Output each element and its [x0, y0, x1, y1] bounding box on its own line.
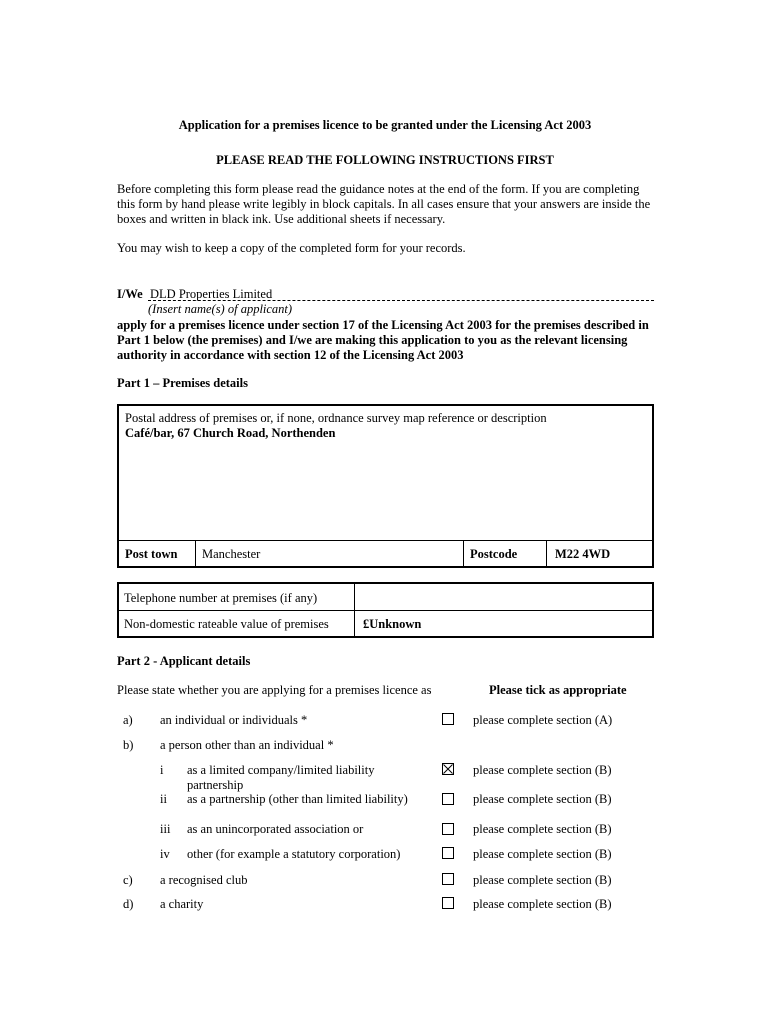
option-statutory-label: other (for example a statutory corporation) [187, 847, 401, 861]
option-charity-label: a charity [160, 897, 204, 911]
post-town-label: Post town [125, 547, 178, 561]
divider [195, 540, 196, 567]
premises-address-value: Café/bar, 67 Church Road, Northenden [125, 426, 336, 440]
option-limited-company-label: as a limited company/limited liability partnership [187, 763, 375, 792]
option-individual-checkbox[interactable] [442, 713, 454, 725]
option-note: please complete section (B) [473, 847, 612, 861]
option-note: please complete section (A) [473, 713, 613, 727]
option-statutory-checkbox[interactable] [442, 847, 454, 859]
option-marker: a) [123, 713, 133, 727]
option-marker: d) [123, 897, 134, 911]
postcode-field[interactable]: M22 4WD [555, 547, 611, 561]
instructions-heading: PLEASE READ THE FOLLOWING INSTRUCTIONS FIRST [216, 153, 554, 167]
tick-heading: Please tick as appropriate [489, 683, 627, 697]
option-club-label: a recognised club [160, 873, 248, 887]
telephone-label: Telephone number at premises (if any) [124, 591, 318, 605]
premises-address-field[interactable] [119, 406, 652, 536]
applicant-statement: apply for a premises licence under section 17 of the Licensing Act 2003 for the premises described in Part 1 below (the premises) and I/we are making this application to you as the relevant licensing authority in accordance with section 12 of the Licensing Act 2003 [117, 318, 649, 362]
option-marker: i [160, 763, 164, 777]
option-marker: b) [123, 738, 134, 752]
part2-heading: Part 2 - Applicant details [117, 654, 251, 668]
form-title: Application for a premises licence to be granted under the Licensing Act 2003 [178, 118, 592, 132]
option-individual-label: an individual or individuals * [160, 713, 308, 727]
option-club-checkbox[interactable] [442, 873, 454, 885]
rateable-value-label: Non-domestic rateable value of premises [124, 617, 329, 631]
option-note: please complete section (B) [473, 873, 612, 887]
option-marker: c) [123, 873, 133, 887]
option-charity-checkbox[interactable] [442, 897, 454, 909]
option-limited-company-checkbox[interactable] [442, 763, 454, 775]
post-town-field[interactable]: Manchester [202, 547, 261, 561]
option-other-person-label: a person other than an individual * [160, 738, 334, 752]
address-divider [118, 540, 653, 541]
checked-cross-icon [443, 764, 453, 774]
option-note: please complete section (B) [473, 792, 612, 806]
postcode-label: Postcode [470, 547, 518, 561]
option-marker: iv [160, 847, 170, 861]
option-partnership-label: as a partnership (other than limited liability) [187, 792, 408, 806]
option-unincorporated-checkbox[interactable] [442, 823, 454, 835]
option-partnership-checkbox[interactable] [442, 793, 454, 805]
option-note: please complete section (B) [473, 763, 612, 777]
table-divider [354, 583, 355, 637]
applicant-name-hint: (Insert name(s) of applicant) [148, 302, 293, 316]
part1-heading: Part 1 – Premises details [117, 376, 248, 390]
copy-note: You may wish to keep a copy of the completed form for your records. [117, 241, 466, 255]
divider [463, 540, 464, 567]
option-note: please complete section (B) [473, 897, 612, 911]
divider [546, 540, 547, 567]
applicant-name-field[interactable]: DLD Properties Limited [150, 287, 273, 301]
option-marker: ii [160, 792, 167, 806]
telephone-field[interactable] [356, 584, 652, 609]
part2-intro: Please state whether you are applying for a premises licence as [117, 683, 432, 697]
option-marker: iii [160, 822, 171, 836]
applicant-prefix: I/We [117, 287, 143, 301]
rateable-value-field[interactable]: £Unknown [363, 617, 422, 631]
premises-address-label: Postal address of premises or, if none, ordnance survey map reference or description [125, 411, 547, 425]
instructions-text: Before completing this form please read the guidance notes at the end of the form. If you are completing this form by hand please write legibly in block capitals. In all cases ensure that your answers are inside the boxes and written in black ink. Use additional sheets if necessary. [117, 182, 651, 226]
option-note: please complete section (B) [473, 822, 612, 836]
table-divider [118, 610, 653, 611]
option-unincorporated-label: as an unincorporated association or [187, 822, 364, 836]
